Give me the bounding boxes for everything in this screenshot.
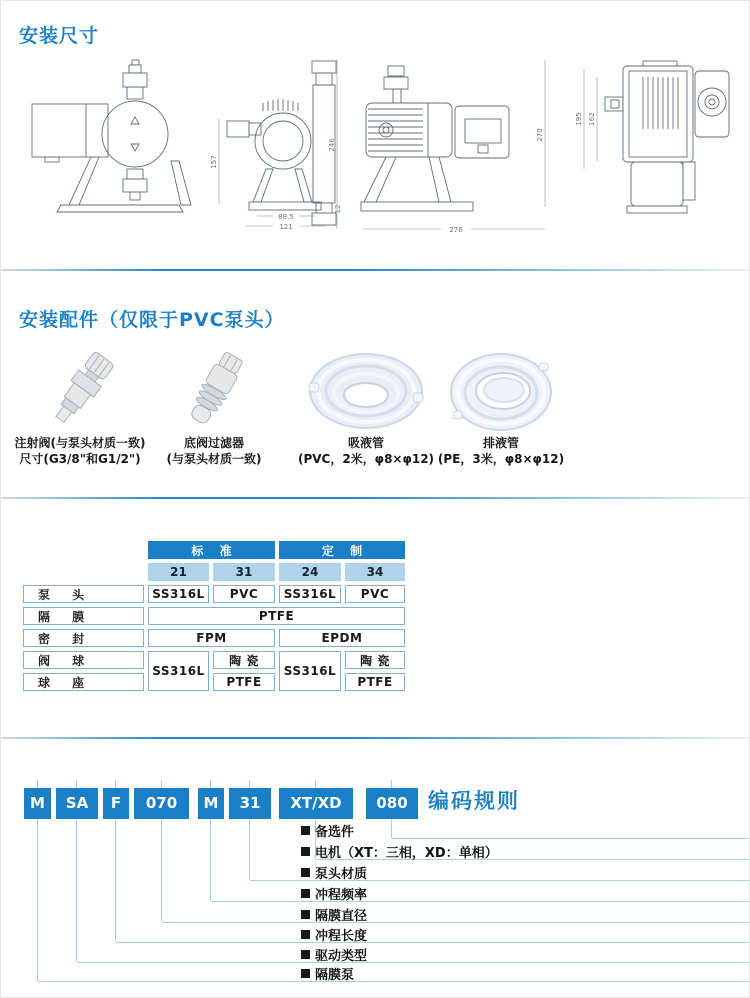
code-segment-diaphragm-diameter: 070	[134, 788, 189, 819]
square-bullet-icon	[301, 950, 310, 959]
square-bullet-icon	[301, 930, 310, 939]
pump-rear-view	[605, 61, 729, 213]
square-bullet-icon	[301, 868, 310, 877]
table-code-header: 31	[213, 563, 275, 581]
accessory-label: 排液管	[482, 436, 519, 450]
dim-side-total-height: 246	[328, 138, 336, 152]
coding-rules-title: 编码规则	[428, 789, 520, 813]
row-label-pump-head: 泵 头	[23, 585, 144, 603]
square-bullet-icon	[301, 889, 310, 898]
table-cell: EPDM	[279, 629, 405, 647]
dim-profile-height: 270	[536, 128, 544, 142]
table-cell: 陶 瓷	[213, 651, 275, 669]
suction-tube-image	[301, 349, 431, 435]
table-code-header: 34	[345, 563, 405, 581]
dim-side-base-inner: 88.5	[278, 213, 294, 221]
dim-side-foot: 12	[334, 204, 342, 214]
accessory-label: 底阀过滤器	[183, 436, 244, 450]
section-title-dimensions: 安装尺寸	[19, 25, 100, 47]
foot-valve-filter-image	[164, 349, 264, 435]
accessory-label: (PVC，2米，φ8×φ12)	[297, 452, 435, 466]
table-group-header-custom: 定 制	[279, 541, 405, 559]
legend-item: 冲程长度	[301, 925, 367, 944]
section-divider-1	[1, 269, 749, 271]
code-segment-drive: SA	[56, 788, 98, 819]
dim-side-base-outer: 121	[279, 223, 293, 231]
code-segment-options: 080	[366, 788, 418, 819]
legend-item: 隔膜泵	[301, 964, 354, 983]
accessory-label: (与泵头材质一致)	[166, 452, 262, 466]
legend-underline	[116, 942, 749, 943]
discharge-tube-image	[441, 349, 561, 435]
model-coding-section	[1, 741, 749, 997]
table-cell: 陶 瓷	[345, 651, 405, 669]
legend-item: 电机（XT：三相，XD：单相）	[301, 842, 498, 861]
legend-item: 驱动类型	[301, 945, 367, 964]
legend-item: 泵头材质	[301, 863, 367, 882]
dim-rear-height-inner: 162	[588, 112, 596, 126]
code-segment-head-material: 31	[229, 788, 271, 819]
table-cell: PVC	[345, 585, 405, 603]
legend-underline	[38, 981, 749, 982]
row-label-seal: 密 封	[23, 629, 144, 647]
dim-profile-length: 276	[449, 226, 463, 234]
section-divider-3	[1, 737, 749, 739]
table-cell: SS316L	[148, 585, 209, 603]
table-cell: FPM	[148, 629, 275, 647]
table-cell: SS316L	[279, 585, 341, 603]
code-segment-stroke-frequency: M	[198, 788, 224, 819]
square-bullet-icon	[301, 847, 310, 856]
code-segment-pump: M	[24, 788, 51, 819]
legend-item: 备选件	[301, 821, 354, 840]
table-code-header: 21	[148, 563, 209, 581]
section-title-accessories: 安装配件（仅限于PVC泵头）	[19, 309, 285, 331]
legend-underline	[77, 962, 749, 963]
dim-rear-height-outer: 195	[575, 112, 583, 126]
legend-underline	[392, 838, 749, 839]
accessory-label: 注射阀(与泵头材质一致)	[14, 436, 146, 450]
pump-technical-drawings	[31, 57, 746, 247]
pump-profile-view	[361, 66, 509, 211]
row-label-diaphragm: 隔 膜	[23, 607, 144, 625]
legend-underline	[162, 922, 749, 923]
accessory-discharge-tube	[421, 349, 581, 467]
accessory-foot-valve-filter	[149, 349, 279, 467]
accessory-label: (PE，3米，φ8×φ12)	[437, 452, 565, 466]
table-cell: PTFE	[213, 673, 275, 691]
injection-valve-image	[25, 349, 135, 435]
table-group-header-standard: 标 准	[148, 541, 275, 559]
square-bullet-icon	[301, 969, 310, 978]
table-cell: SS316L	[148, 651, 209, 691]
code-segment-stroke-length: F	[103, 788, 129, 819]
section-divider-2	[1, 497, 749, 499]
square-bullet-icon	[301, 826, 310, 835]
legend-item: 冲程频率	[301, 884, 367, 903]
square-bullet-icon	[301, 910, 310, 919]
row-label-ball-seat: 球 座	[23, 673, 144, 691]
row-label-valve-ball: 阀 球	[23, 651, 144, 669]
accessory-label: 尺寸(G3/8"和G1/2")	[19, 452, 141, 466]
code-segment-motor: XT/XD	[279, 788, 353, 819]
dim-side-height: 157	[210, 155, 218, 169]
accessory-label: 吸液管	[347, 436, 384, 450]
table-cell: PTFE	[148, 607, 405, 625]
legend-underline	[211, 901, 749, 902]
legend-item: 隔膜直径	[301, 905, 367, 924]
pump-side-view	[227, 61, 336, 225]
table-code-header: 24	[279, 563, 341, 581]
accessory-injection-valve	[6, 349, 154, 467]
materials-table	[23, 541, 405, 691]
table-cell: PTFE	[345, 673, 405, 691]
pump-front-view	[32, 60, 191, 212]
table-cell: PVC	[213, 585, 275, 603]
table-cell: SS316L	[279, 651, 341, 691]
